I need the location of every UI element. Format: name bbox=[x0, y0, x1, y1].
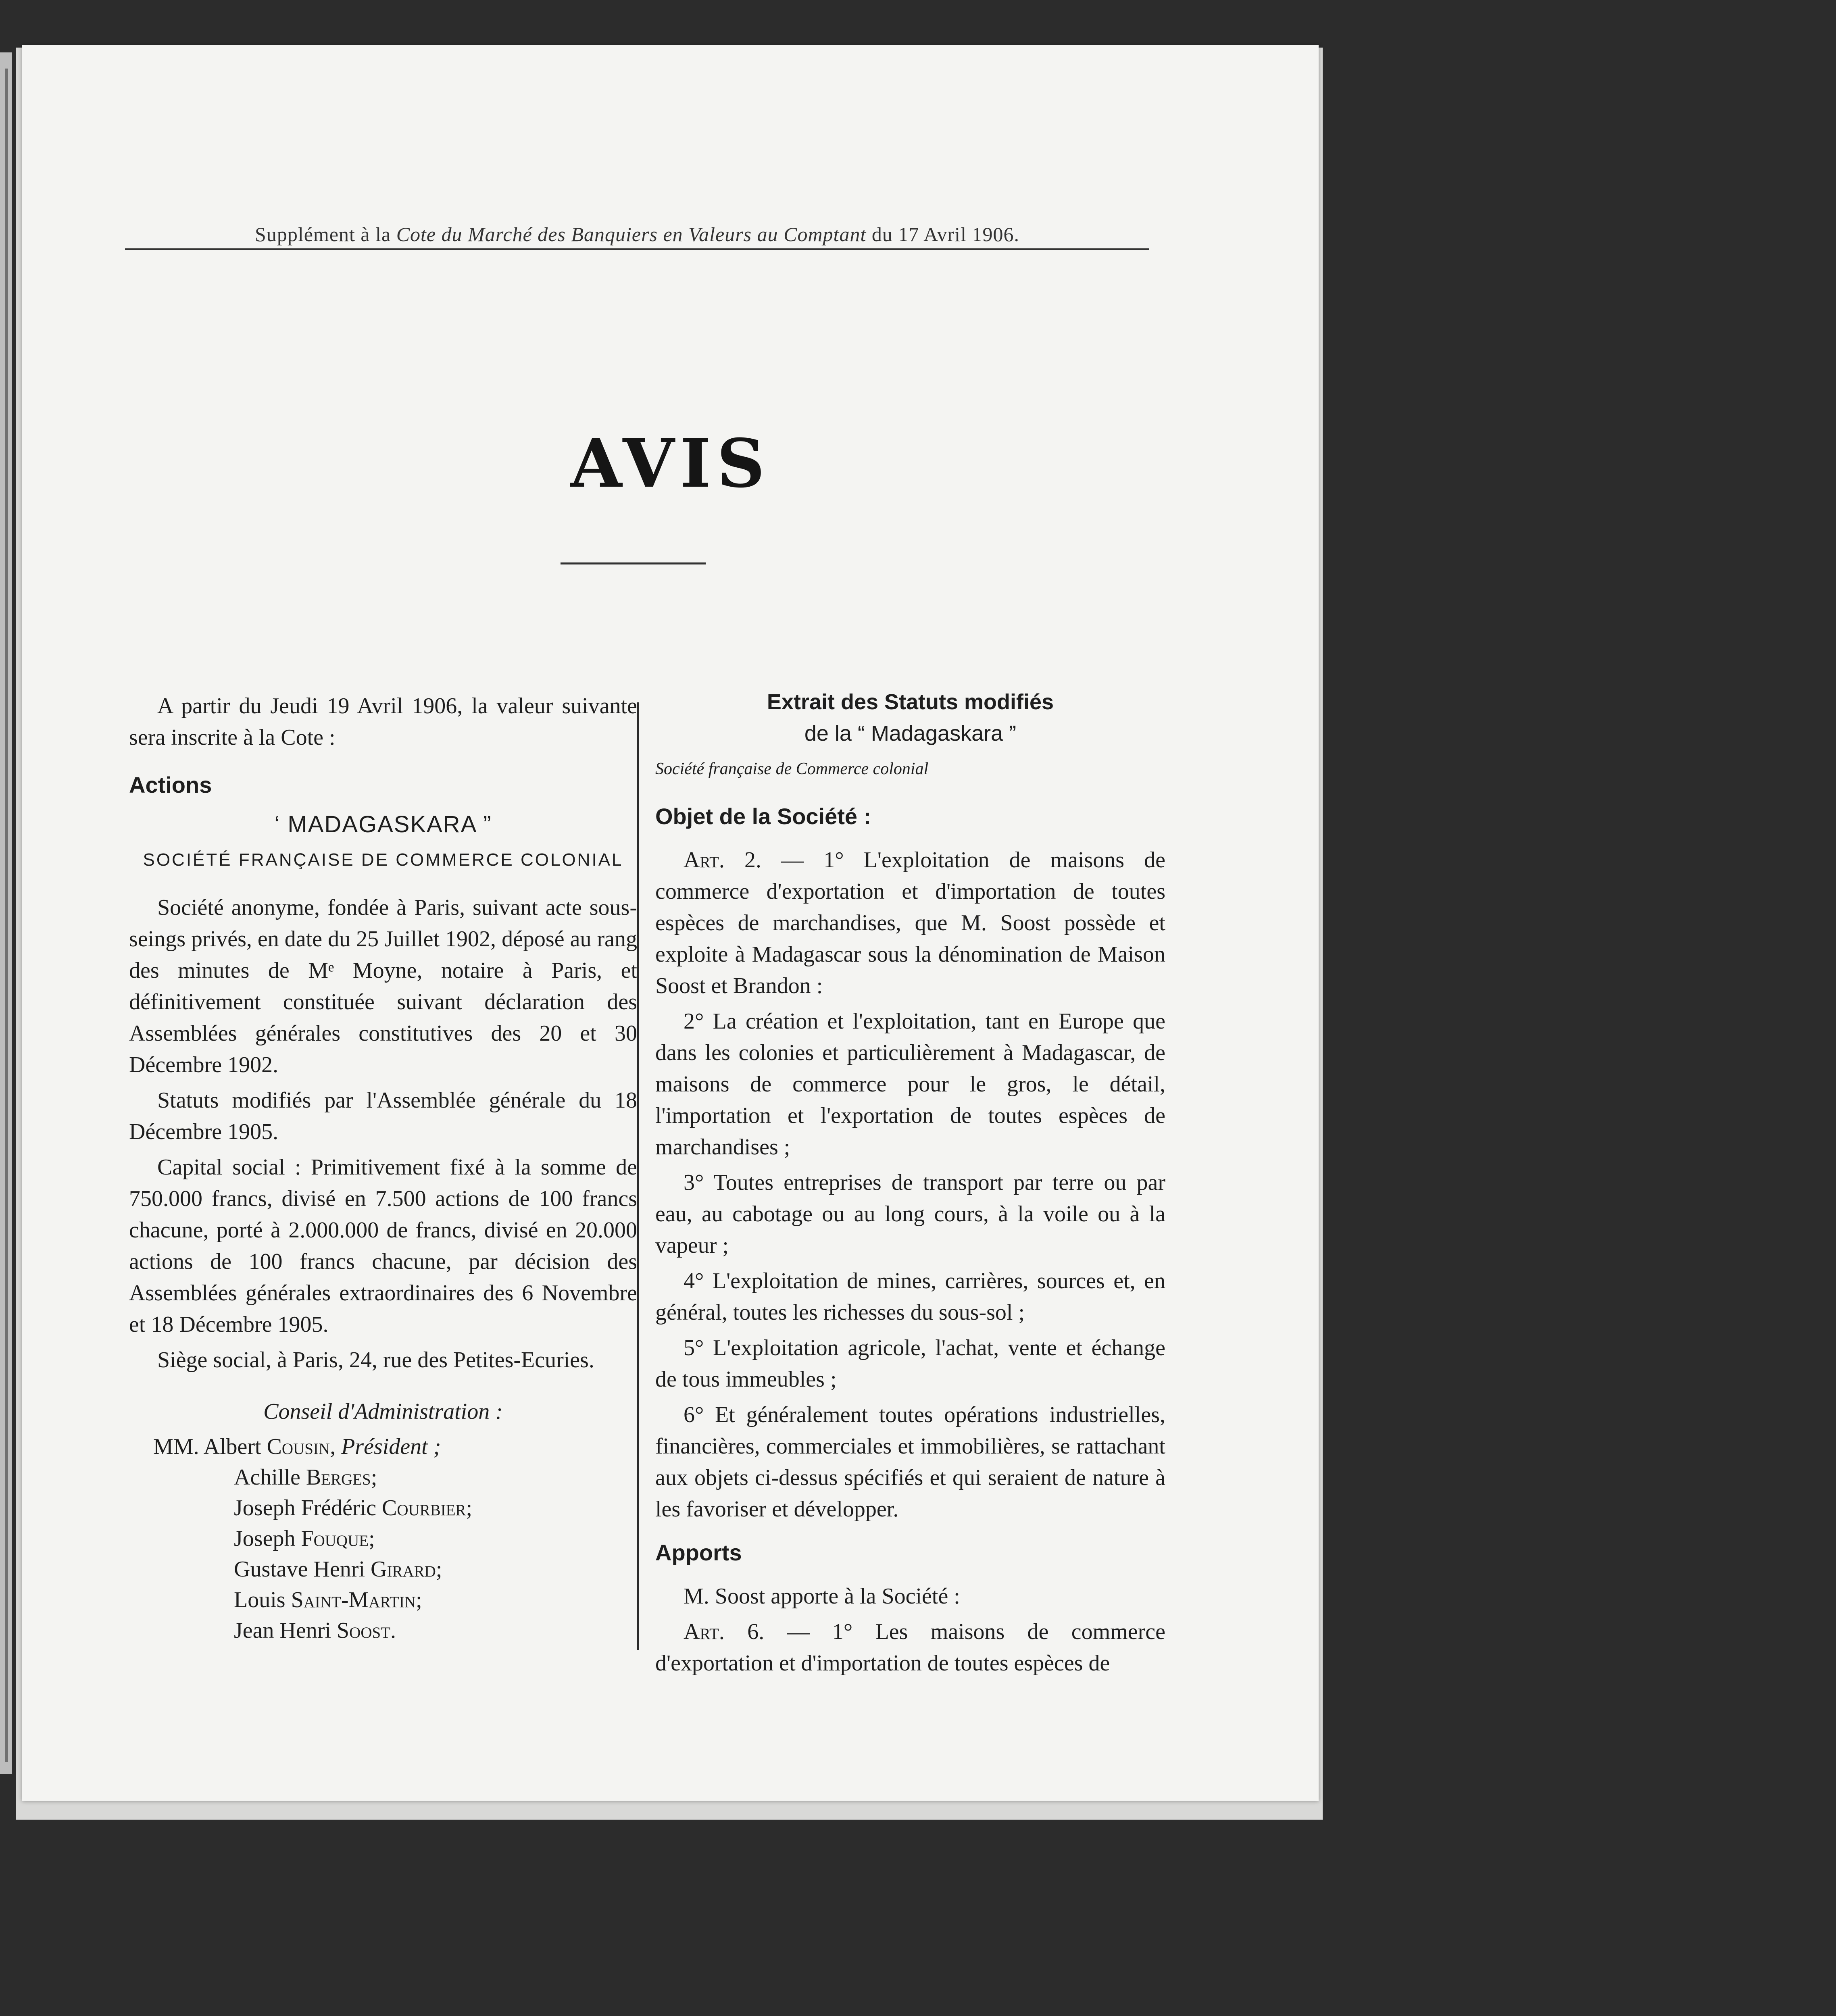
member-punct: ; bbox=[436, 1557, 442, 1582]
column-divider bbox=[637, 702, 639, 1650]
board-member bbox=[129, 1554, 637, 1585]
objet-item: 3° Toutes entreprises de transport par terre ou par eau, au cabotage ou au long cours, à la voile ou à la vapeur ; bbox=[655, 1170, 1165, 1258]
member-first-name: Albert bbox=[203, 1434, 267, 1459]
header-date: du 17 Avril 1906. bbox=[866, 223, 1019, 246]
societe-subtitle: Société française de Commerce colonial bbox=[655, 760, 929, 778]
header-text-1: Supplément à la bbox=[255, 223, 396, 246]
conseil-heading: Conseil d'Administration : bbox=[263, 1399, 503, 1424]
objet-item: 2° La création et l'exploitation, tant en Europe que dans les colonies et particulièrement à Madagascar, de maisons de commerce pour le gros, le détail, l'importation et l'exportation de toutes espèces de marchandises ; bbox=[655, 1009, 1165, 1160]
objet-heading: Objet de la Société : bbox=[655, 804, 871, 829]
member-first-name: Jean Henri bbox=[234, 1618, 337, 1643]
member-prefix: MM. bbox=[153, 1434, 204, 1459]
member-last-name: Girard bbox=[371, 1557, 436, 1582]
capital-paragraph: Capital social : Primitivement fixé à la somme de 750.000 francs, divisé en 7.500 actions de 100 francs chacune, porté à 2.000.000 de francs, divisé en 20.000 actions de 100 francs chacune, par décision des Assemblées générales extraordinaires des 6 Novembre et 18 Décembre 1905. bbox=[129, 1155, 637, 1337]
right-column bbox=[655, 686, 1165, 1683]
member-punct: ; bbox=[371, 1465, 377, 1490]
member-first-name: Louis bbox=[234, 1587, 291, 1612]
article-6-label: Art. 6. bbox=[684, 1619, 765, 1644]
left-column bbox=[129, 690, 637, 1646]
extrait-heading: Extrait des Statuts modifiés bbox=[767, 690, 1054, 714]
objet-item: 4° L'exploitation de mines, carrières, sources et, en général, toutes les richesses du sous-sol ; bbox=[655, 1268, 1165, 1325]
intro-paragraph: A partir du Jeudi 19 Avril 1906, la valeur suivante sera inscrite à la Cote : bbox=[129, 694, 637, 750]
board-member bbox=[129, 1615, 637, 1646]
binding-shadow bbox=[5, 69, 8, 1762]
article-2-label: Art. 2. bbox=[684, 848, 762, 873]
apports-intro: M. Soost apporte à la Société : bbox=[684, 1584, 960, 1609]
member-first-name: Joseph Frédéric bbox=[234, 1495, 382, 1520]
company-description: SOCIÉTÉ FRANÇAISE DE COMMERCE COLONIAL bbox=[143, 850, 623, 870]
siege-paragraph: Siège social, à Paris, 24, rue des Petites-Ecuries. bbox=[157, 1347, 594, 1372]
article-6-text: — 1° Les maisons de commerce d'exportation et d'importation de toutes espèces de bbox=[655, 1619, 1165, 1676]
board-member bbox=[129, 1523, 637, 1554]
member-last-name: Saint-Martin bbox=[291, 1587, 416, 1612]
article-6 bbox=[655, 1616, 1165, 1679]
member-punct: ; bbox=[416, 1587, 422, 1612]
board-member bbox=[129, 1493, 637, 1523]
board-member bbox=[129, 1462, 637, 1493]
member-punct: ; bbox=[369, 1526, 375, 1551]
objet-item: 6° Et généralement toutes opérations industrielles, financières, commerciales et immobilières, se rattachant aux objets ci-dessus spécifiés et qui seraient de nature à les favoriser et développer. bbox=[655, 1402, 1165, 1522]
board-member bbox=[129, 1431, 637, 1462]
title-rule bbox=[561, 562, 706, 564]
actions-heading: Actions bbox=[129, 772, 212, 798]
extrait-subheading: de la “ Madagaskara ” bbox=[804, 721, 1017, 746]
member-first-name: Gustave Henri bbox=[234, 1557, 371, 1582]
company-name: ‘ MADAGASKARA ” bbox=[274, 811, 492, 837]
page-title: AVIS bbox=[570, 424, 771, 502]
board-members-list bbox=[129, 1431, 637, 1646]
objet-item: 5° L'exploitation agricole, l'achat, vente et échange de tous immeubles ; bbox=[655, 1335, 1165, 1392]
member-punct: ; bbox=[466, 1495, 473, 1520]
member-last-name: Berges bbox=[306, 1465, 371, 1490]
member-punct: . bbox=[390, 1618, 396, 1643]
member-role: , Président ; bbox=[330, 1434, 441, 1459]
member-first-name: Achille bbox=[234, 1465, 306, 1490]
article-2-text: — 1° L'exploitation de maisons de commerce d'exportation et d'importation de toutes espèces de marchandises, que M. Soost possède et exploite à Madagascar sous la dénomination de Maison Soost et Brandon : bbox=[655, 848, 1166, 998]
member-last-name: Cousin bbox=[267, 1434, 330, 1459]
board-member bbox=[129, 1585, 637, 1615]
founding-paragraph: Société anonyme, fondée à Paris, suivant acte sous-seings privés, en date du 25 Juillet 1902, déposé au rang des minutes de Mᵉ Moyne, notaire à Paris, et définitivement constituée suivant déclaration des Assemblées générales constitutives des 20 et 30 Décembre 1902. bbox=[129, 895, 637, 1077]
statuts-paragraph: Statuts modifiés par l'Assemblée générale du 18 Décembre 1905. bbox=[129, 1088, 637, 1144]
member-last-name: Courbier bbox=[382, 1495, 466, 1520]
document-page bbox=[22, 45, 1319, 1801]
article-2 bbox=[655, 844, 1165, 1002]
member-first-name: Joseph bbox=[234, 1526, 301, 1551]
member-last-name: Fouque bbox=[301, 1526, 369, 1551]
apports-heading: Apports bbox=[655, 1540, 742, 1565]
header-publication-title: Cote du Marché des Banquiers en Valeurs au Comptant bbox=[396, 223, 867, 246]
member-last-name: Soost bbox=[337, 1618, 391, 1643]
running-header bbox=[125, 223, 1149, 250]
